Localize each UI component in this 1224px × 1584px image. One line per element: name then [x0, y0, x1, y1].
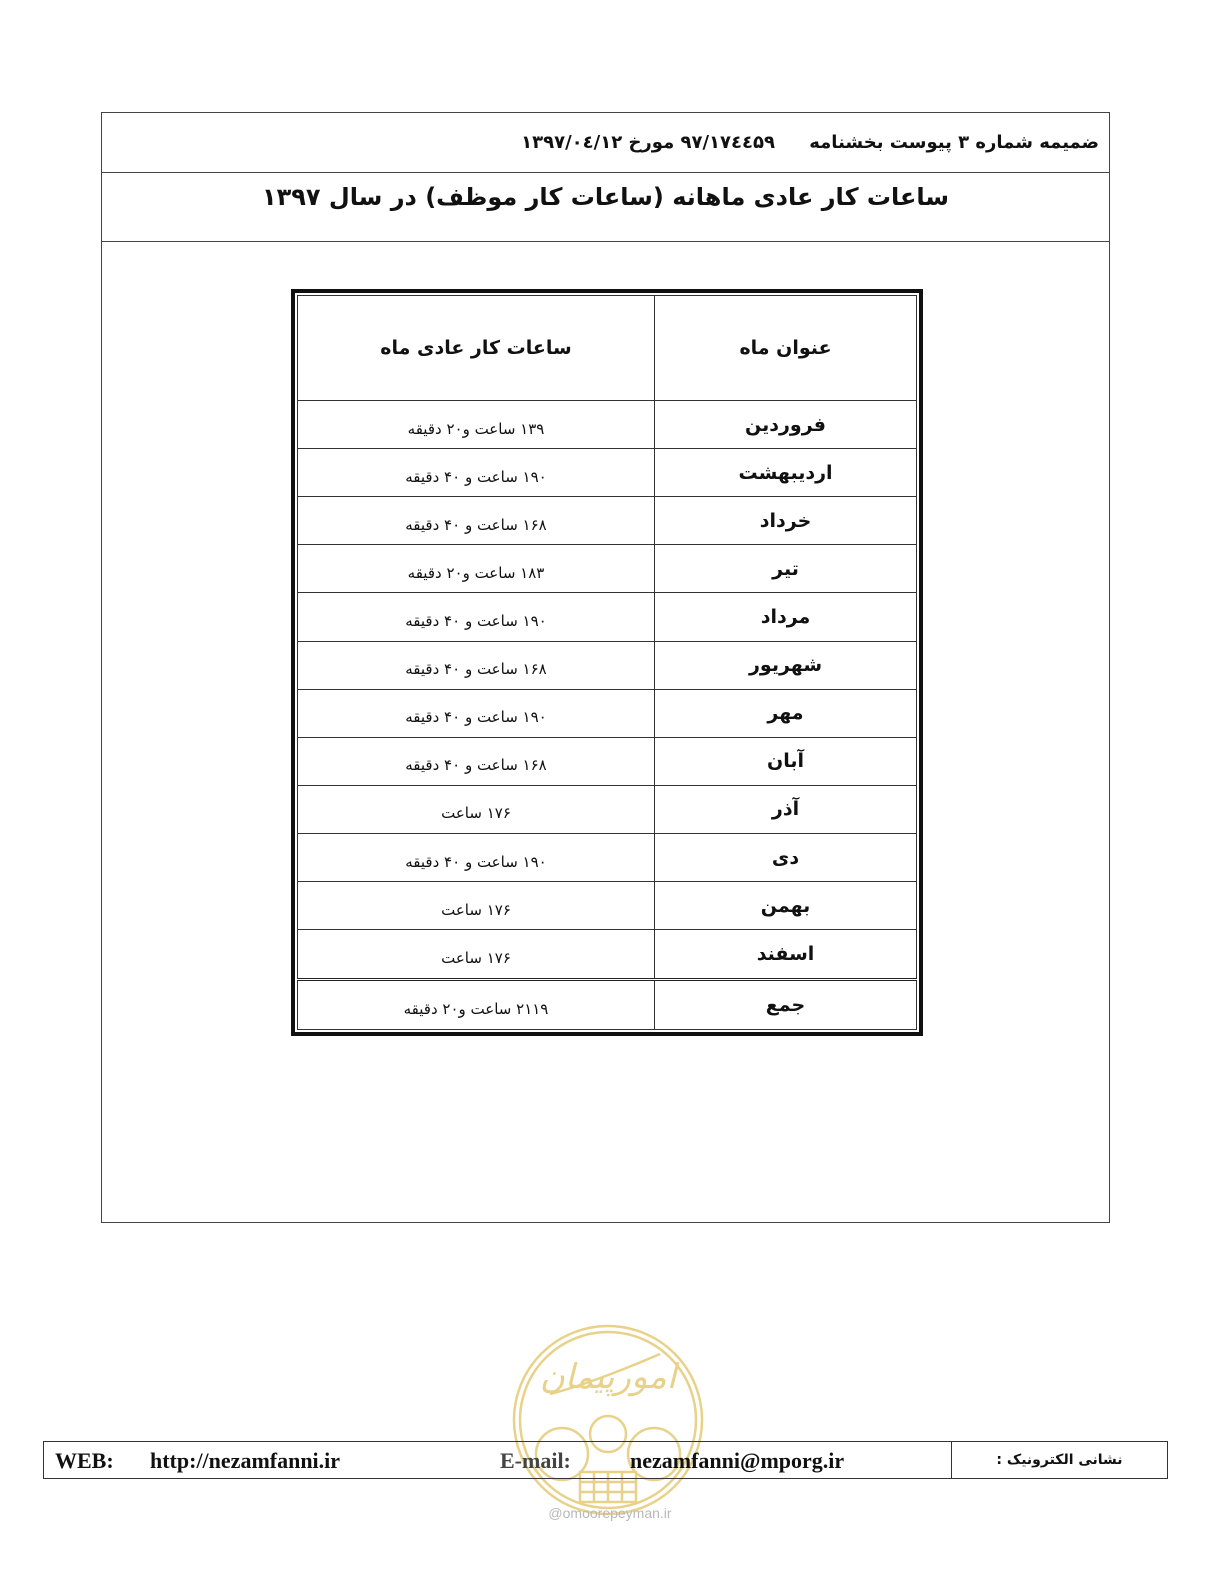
- hours-table-frame: [291, 289, 923, 1036]
- table-row: [298, 689, 917, 737]
- month-cell: شهریور: [655, 641, 917, 689]
- month-cell: اردیبهشت: [655, 449, 917, 497]
- total-label-cell: جمع: [655, 980, 917, 1030]
- hours-cell: ۱۶۸ ساعت و ۴۰ دقیقه: [298, 737, 655, 785]
- watermark-seal-icon: [510, 1322, 706, 1518]
- month-cell: دی: [655, 833, 917, 881]
- table-row: [298, 882, 917, 930]
- column-header-hours: ساعات کار عادی ماه: [298, 296, 655, 401]
- total-row: [298, 980, 917, 1030]
- footer-bar: [43, 1441, 1168, 1479]
- hours-cell: ۱۹۰ ساعت و ۴۰ دقیقه: [298, 593, 655, 641]
- watermark-url: @omoorepeyman.ir: [548, 1505, 672, 1521]
- month-cell: مهر: [655, 689, 917, 737]
- month-cell: آبان: [655, 737, 917, 785]
- attachment-text: ضمیمه شماره ۳ پیوست بخشنامه: [809, 132, 1099, 153]
- document-title: ساعات کار عادی ماهانه (ساعات کار موظف) در سال ۱۳۹۷: [102, 173, 1109, 242]
- table-row: [298, 593, 917, 641]
- document-frame: [101, 112, 1110, 1223]
- table-row: [298, 449, 917, 497]
- total-hours-cell: ۲۱۱۹ ساعت و۲۰ دقیقه: [298, 980, 655, 1030]
- electronic-address-label: نشانی الکترونیک :: [951, 1442, 1167, 1478]
- month-cell: فروردین: [655, 401, 917, 449]
- attachment-reference: [102, 113, 1109, 173]
- column-header-month: عنوان ماه: [655, 296, 917, 401]
- table-row: [298, 930, 917, 980]
- month-cell: تیر: [655, 545, 917, 593]
- table-header-row: [298, 296, 917, 401]
- circular-number: ۹۷/۱۷٤٤۵۹ مورخ ۱۳۹۷/۰٤/۱۲: [521, 132, 775, 153]
- table-row: [298, 833, 917, 881]
- hours-cell: ۱۶۸ ساعت و ۴۰ دقیقه: [298, 641, 655, 689]
- web-url-link[interactable]: http://nezamfanni.ir: [150, 1448, 341, 1473]
- month-cell: بهمن: [655, 882, 917, 930]
- table-row: [298, 545, 917, 593]
- email-link[interactable]: nezamfanni@mporg.ir: [630, 1448, 845, 1473]
- hours-cell: ۱۹۰ ساعت و ۴۰ دقیقه: [298, 689, 655, 737]
- month-cell: خرداد: [655, 497, 917, 545]
- table-row: [298, 401, 917, 449]
- table-row: [298, 641, 917, 689]
- month-cell: آذر: [655, 785, 917, 833]
- hours-table: [297, 295, 917, 1030]
- table-row: [298, 785, 917, 833]
- hours-cell: ۱۷۶ ساعت: [298, 785, 655, 833]
- hours-cell: ۱۹۰ ساعت و ۴۰ دقیقه: [298, 449, 655, 497]
- month-cell: اسفند: [655, 930, 917, 980]
- table-row: [298, 497, 917, 545]
- hours-cell: ۱۸۳ ساعت و۲۰ دقیقه: [298, 545, 655, 593]
- hours-cell: ۱۳۹ ساعت و۲۰ دقیقه: [298, 401, 655, 449]
- web-label: WEB:: [55, 1448, 114, 1473]
- hours-cell: ۱۶۸ ساعت و ۴۰ دقیقه: [298, 497, 655, 545]
- svg-text:امورپیمان: امورپیمان: [539, 1357, 677, 1397]
- hours-cell: ۱۹۰ ساعت و ۴۰ دقیقه: [298, 833, 655, 881]
- hours-cell: ۱۷۶ ساعت: [298, 882, 655, 930]
- email-label: E-mail:: [500, 1448, 571, 1473]
- month-cell: مرداد: [655, 593, 917, 641]
- hours-cell: ۱۷۶ ساعت: [298, 930, 655, 980]
- table-row: [298, 737, 917, 785]
